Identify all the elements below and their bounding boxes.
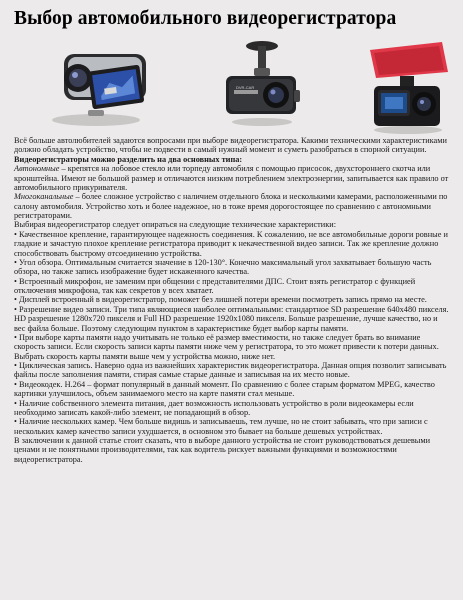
- types-heading: Видеорегистраторы можно разделить на два основных типа:: [14, 154, 243, 164]
- bullet-multi-camera: • Наличие нескольких камер. Чем больше видишь и записываешь, тем лучше, но не стоит забывать, что при записи с нескольких камер качество записи ухудшается, в основном это бывает на больше дешевых устройствах.: [14, 417, 428, 436]
- conclusion-paragraph: В заключении к данной статье стоит сказать, что в выборе данного устройства не стоит руководствоваться дешевыми ценами и не понятными производителями, так как водитель рискует важными функциями и возможностями видеорегистратора.: [14, 436, 431, 464]
- device-photos: [14, 32, 449, 136]
- bullet-resolution: • Разрешение видео записи. Три типа являющиеся наиболее оптимальными: стандартное SD разрешение 640x480 пикселя. HD разрешение 1280x720 пикселя и Full HD разрешение 1920x1080 пикселя. Больше разрешение, лучше качество, но и вес файла больше. Поэтому следующим пунктом в характеристике будет выбор карты памяти.: [14, 304, 449, 333]
- dvr-photo-1: [34, 32, 154, 132]
- autonomous-description: – крепятся на лобовое стекло или торпеду автомобиля с помощью присосок, двухстороннего скотча или кронштейна. Имеют не большой размер и отличаются низким потреблением электроэнергии, запитывается как правило от автомобильного прикуривателя.: [14, 164, 449, 192]
- intro-paragraph: Всё больше автолюбителей задаются вопросами при выборе видеорегистратора. Какими техническими характеристиками должно обладать устройство, чтобы не подвести в самый нужный момент и суметь разобраться в спорной ситуации.: [14, 136, 447, 155]
- type-multichannel: [14, 192, 449, 220]
- term-autonomous: Автономные: [14, 164, 60, 174]
- bullet-loop-recording: • Циклическая запись. Наверно одна из важнейших характеристик видеорегистратора. Данная опция позволит записывать файлы после заполнения памяти, стирая самые старые данные и записывая на их место новые.: [14, 361, 447, 380]
- type-autonomous: [14, 164, 449, 192]
- bullet-memory-card: • При выборе карты памяти надо учитывать не только её размер вместимости, но также следует брать во внимание скорость записи. Если скорость записи карты памяти ниже чем у регистратора, то это может привести к потери данных. Выбрать скорость карты памяти выше чем у устройства можно, ниже нет.: [14, 332, 439, 361]
- dvr-photo-3: [360, 32, 456, 136]
- page-title: Выбор автомобильного видеорегистратора: [14, 8, 397, 29]
- bullet-codec: • Видеокодек. H.264 – формат популярный в данный момент. По сравнению с более старым форматом MPEG, качество картинки улучшилось, объем занимаемого место на карте памяти стал меньше.: [14, 379, 435, 399]
- multichannel-description: – более сложное устройство с наличием отдельного блока и несколькими камерами, расположенными по салону автомобиля. Устройство хоть и более надежное, но в тоже время дорогостоящее по сравнению с автономными регистраторами.: [14, 192, 448, 220]
- dvr-photo-2: [212, 32, 322, 136]
- bullet-display: • Дисплей встроенный в видеорегистратор, поможет без лишней потери времени посмотреть запись прямо на месте.: [14, 295, 427, 305]
- bullet-mount: • Качественное крепление, гарантирующее надежность соединения. К сожалению, не все автомобильные дороги ровные и гладкие и зачастую плохое крепление регистратора приводит к некачественной видео записи. Так же крепление должно способствовать быстрому отсоединению устройства.: [14, 229, 448, 258]
- term-multichannel: Многоканальные: [14, 192, 74, 202]
- bullet-battery: • Наличие собственного элемента питания, дает возможность использовать устройство в роли видеокамеры если необходимо записать какой-либо элемент, не попадающий в обзор.: [14, 398, 414, 417]
- bullet-microphone: • Встроенный микрофон, не заменим при общении с представителями ДПС. Стоит взять регистратор с функцией отключения микрофона, так как секретов у всех хватает.: [14, 276, 416, 295]
- specs-intro: Выбирая видеорегистратор следует опираться на следующие технические характеристики:: [14, 220, 336, 230]
- article-body: [14, 136, 449, 464]
- bullet-view-angle: • Угол обзора. Оптимальным считается значение в 120-130°. Конечно максимальный угол захватывает большую часть обзора, но также запись изображение будет искаженного качества.: [14, 257, 432, 277]
- device-brand-label: DVR-CAR: [236, 85, 255, 90]
